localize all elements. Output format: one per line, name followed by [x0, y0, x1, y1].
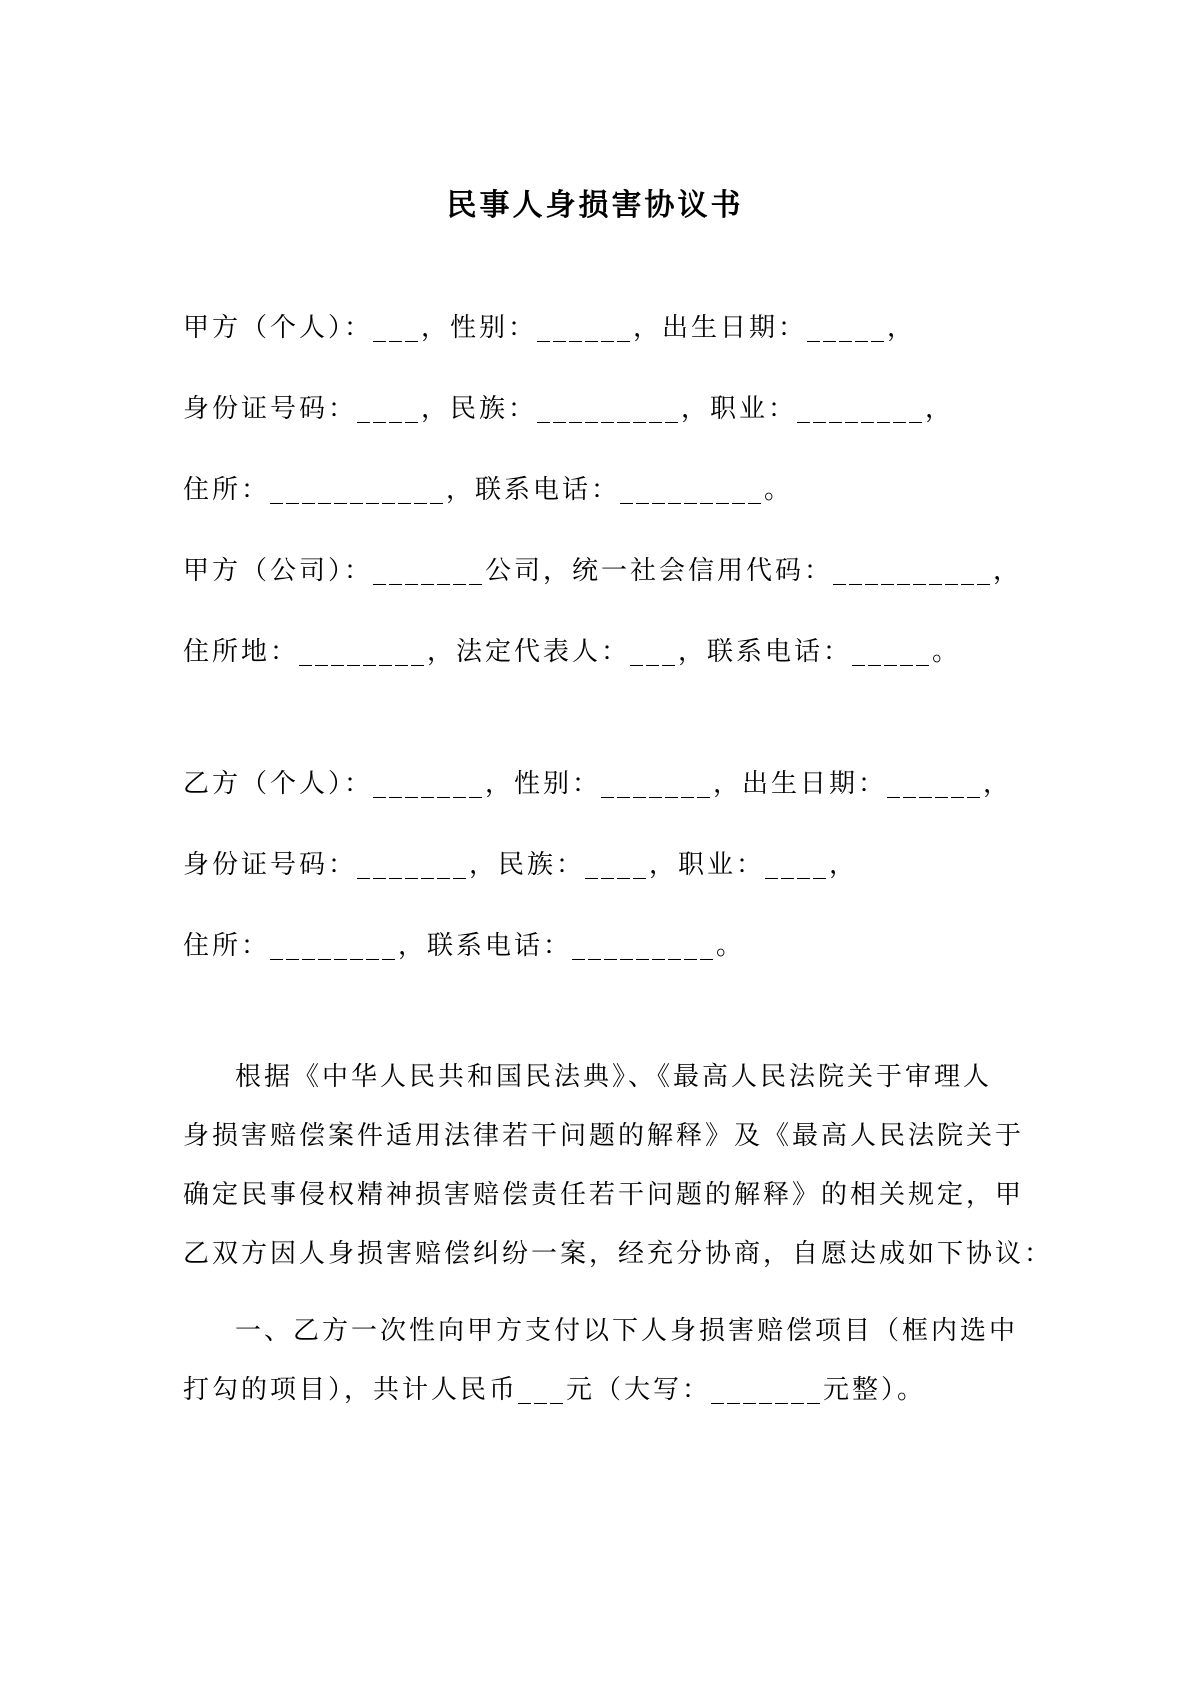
party-a-person-line-1: 甲方（个人）：___，性别：______，出生日期：_____，: [183, 313, 917, 343]
party-a-person-line-3: 住所：___________，联系电话：_________。: [183, 475, 794, 505]
preamble-line-2: 身损害赔偿案件适用法律若干问题的解释》及《最高人民法院关于: [183, 1121, 1025, 1151]
clause-one-line-1: 一、乙方一次性向甲方支付以下人身损害赔偿项目（框内选中: [235, 1316, 1019, 1346]
preamble-line-3: 确定民事侵权精神损害赔偿责任若干问题的解释》的相关规定，甲: [183, 1180, 1025, 1210]
party-a-company-line-2: 住所地：________，法定代表人：___，联系电话：_____。: [183, 637, 962, 667]
party-b-person-line-1: 乙方（个人）：_______，性别：_______，出生日期：______，: [183, 769, 1013, 799]
party-b-person-line-3: 住所：________，联系电话：_________。: [183, 931, 746, 961]
clause-one-line-2: 打勾的项目），共计人民币___元（大写：_______元整）。: [183, 1375, 927, 1405]
document-title: 民事人身损害协议书: [446, 188, 744, 223]
party-a-company-line-1: 甲方（公司）：_______公司，统一社会信用代码：__________，: [183, 556, 1023, 586]
party-a-person-line-2: 身份证号码：____，民族：_________，职业：________，: [183, 394, 955, 424]
preamble-line-1: 根据《中华人民共和国民法典》、《最高人民法院关于审理人: [235, 1062, 993, 1092]
preamble-line-4: 乙双方因人身损害赔偿纠纷一案，经充分协商，自愿达成如下协议：: [183, 1239, 1054, 1269]
party-b-person-line-2: 身份证号码：_______，民族：____，职业：____，: [183, 850, 859, 880]
